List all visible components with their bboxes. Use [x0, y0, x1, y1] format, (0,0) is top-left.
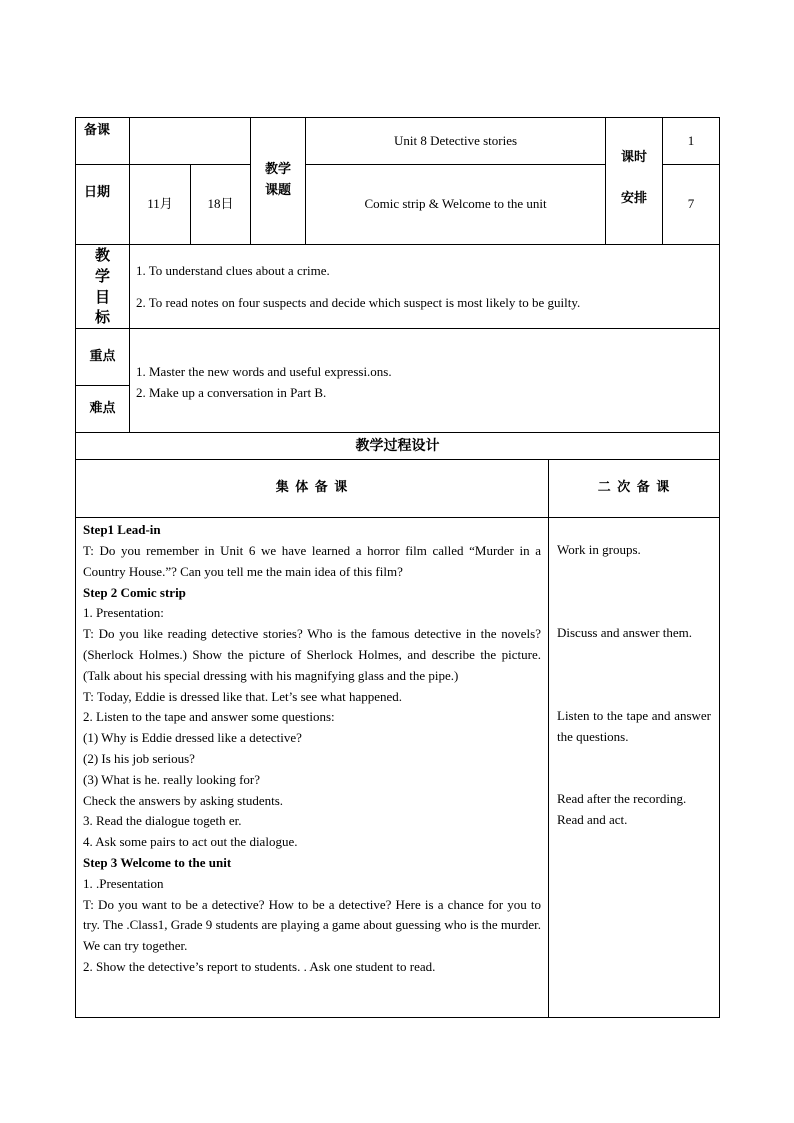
second-prep-cell [549, 518, 720, 1018]
note-work-in-groups: Work in groups. [557, 542, 641, 558]
objective-2: 2. To read notes on four suspects and decide which suspect is most likely to be guilty. [136, 294, 581, 310]
note-spacer [557, 747, 711, 789]
period-value-1: 1 [663, 118, 720, 165]
label-beike: 备课 [76, 118, 130, 165]
step2-question-3: (3) What is he. really looking for? [83, 771, 261, 787]
process-title: 教学过程设计 [76, 433, 720, 460]
objective-1: 1. To understand clues about a crime. [136, 263, 330, 278]
label-objectives: 教 学 目 标 [76, 245, 130, 329]
key-point-2: 2. Make up a conversation in Part B. [136, 384, 327, 400]
step3-teacher-text: T: Do you want to be a detective? How to be a detective? Here is a chance for you to try. The .Class1, Grade 9 students are playing a game about guessing who is the murder. We can try together. [83, 896, 541, 954]
step1-title: Step1 Lead-in [83, 522, 161, 538]
step3-title: Step 3 Welcome to the unit [83, 854, 232, 870]
label-riqi: 日期 [76, 165, 130, 245]
step3-presentation: 1. .Presentation [83, 875, 164, 891]
step3-report: 2. Show the detective’s report to students. . Ask one student to read. [83, 958, 436, 974]
lesson-plan-table [75, 117, 720, 1018]
label-zhongdian: 重点 [76, 329, 130, 386]
period-value-7: 7 [663, 165, 720, 245]
topic-line-1: Unit 8 Detective stories [306, 118, 606, 165]
note-spacer [557, 561, 711, 623]
objectives-cell [130, 245, 720, 329]
note-listen: Listen to the tape and answer the questions. [557, 707, 712, 744]
step2-check: Check the answers by asking students. [83, 792, 284, 808]
step2-listen: 2. Listen to the tape and answer some questions: [83, 709, 335, 725]
step1-text: T: Do you remember in Unit 6 we have learned a horror film called “Murder in a Country House.”? Can you tell me the main idea of this film? [83, 542, 541, 579]
label-anpai: 安排 [621, 190, 648, 206]
label-period-cell [606, 118, 663, 245]
note-read-after: Read after the recording. [557, 791, 687, 807]
note-discuss: Discuss and answer them. [557, 624, 693, 640]
key-points-cell [130, 329, 720, 433]
note-spacer [557, 644, 711, 706]
label-keshi: 课时 [621, 150, 648, 165]
step2-question-1: (1) Why is Eddie dressed like a detective? [83, 730, 302, 746]
step2-teacher-text: T: Do you like reading detective stories? Who is the famous detective in the novels? (Sherlock Holmes.) Show the picture of Sherlock Holmes, and describe the picture. (Talk about his special dressing with his magnifying glass and the pipe.) [83, 626, 541, 683]
col-collective-header: 集 体 备 课 [76, 460, 549, 518]
step2-read: 3. Read the dialogue togeth er. [83, 813, 242, 829]
date-month: 11月 [130, 165, 191, 245]
step2-question-2: (2) Is his job serious? [83, 750, 195, 766]
key-point-1: 1. Master the new words and useful expressi.ons. [136, 364, 392, 380]
date-day: 18日 [191, 165, 251, 245]
topic-line-2: Comic strip & Welcome to the unit [306, 165, 606, 245]
label-nandian: 难点 [76, 386, 130, 433]
note-read-act: Read and act. [557, 812, 628, 828]
step2-presentation: 1. Presentation: [83, 605, 164, 621]
step2-act: 4. Ask some pairs to act out the dialogue. [83, 834, 298, 850]
lesson-content-cell [76, 518, 549, 1018]
label-topic: 教学 课题 [251, 118, 306, 245]
step2-today-text: T: Today, Eddie is dressed like that. Let’s see what happened. [83, 688, 403, 704]
step2-title: Step 2 Comic strip [83, 584, 186, 600]
date-blank-cell [130, 118, 251, 165]
col-second-header: 二 次 备 课 [549, 460, 720, 518]
